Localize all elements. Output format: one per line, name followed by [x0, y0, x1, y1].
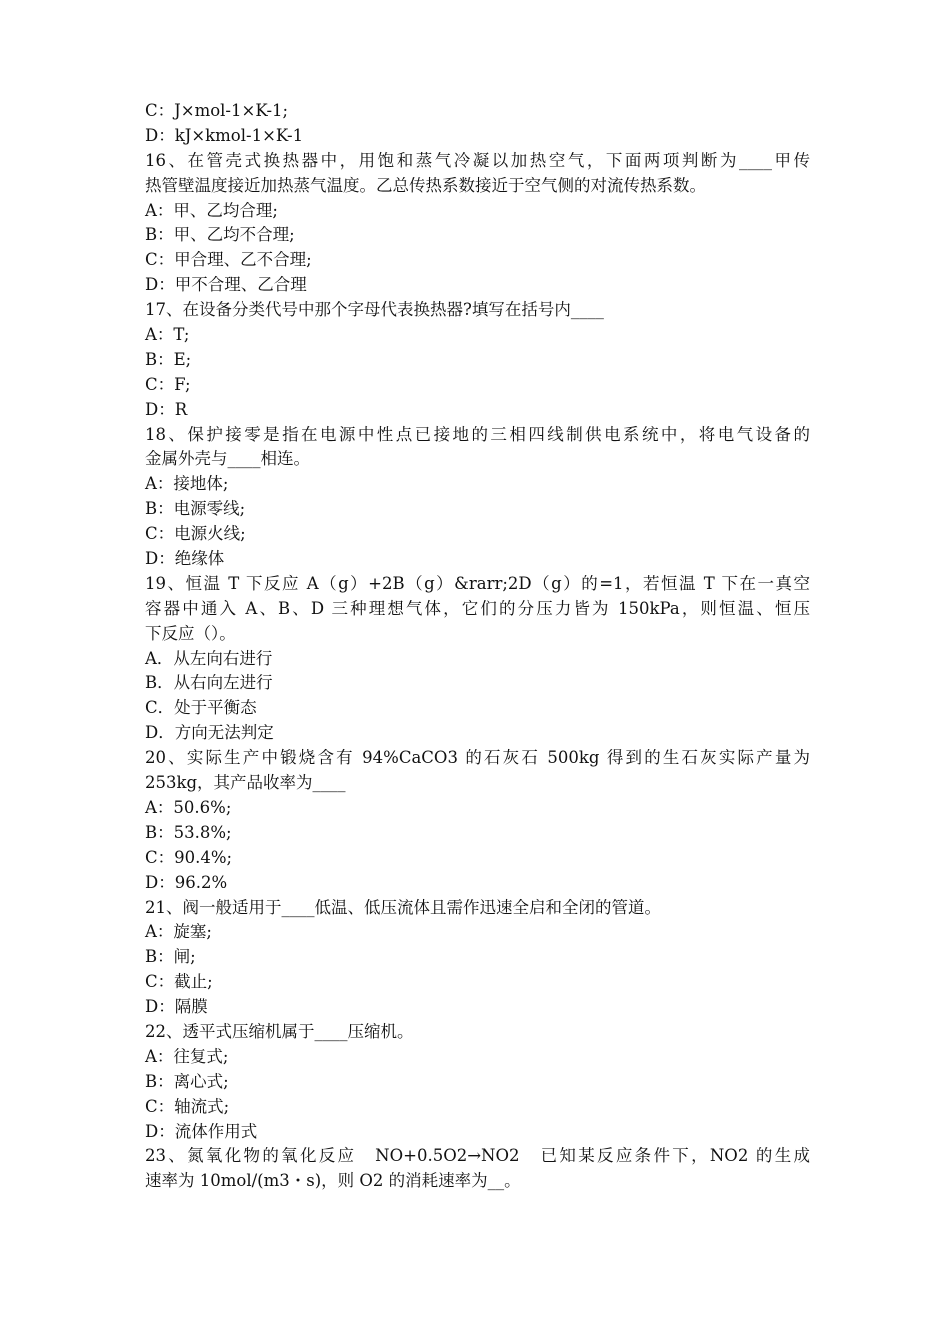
text-line: 下反应（）。	[145, 623, 236, 643]
text-line: D：流体作用式	[145, 1121, 258, 1141]
text-line: 22、透平式压缩机属于____压缩机。	[145, 1021, 414, 1041]
text-line: B：电源零线;	[145, 499, 246, 519]
text-line: D：96.2%	[145, 872, 228, 892]
text-line: 21、阀一般适用于____低温、低压流体且需作迅速全启和全闭的管道。	[145, 897, 661, 917]
text-line: 速率为 10mol/(m3・s)，则 O2 的消耗速率为__。	[145, 1171, 521, 1191]
text-line: A：甲、乙均合理;	[145, 200, 278, 220]
text-line: D：R	[145, 399, 188, 419]
text-line: A：50.6%;	[145, 797, 232, 817]
text-line: C：轴流式;	[145, 1096, 230, 1116]
text-line: 20、实际生产中锻烧含有 94%CaCO3 的石灰石 500kg 得到的生石灰实际产量为	[145, 748, 810, 768]
text-line: C：电源火线;	[145, 524, 246, 544]
text-line: 容器中通入 A、B、D 三种理想气体，它们的分压力皆为 150kPa，则恒温、恒压	[145, 598, 810, 618]
text-line: C．处于平衡态	[145, 698, 257, 718]
text-line: B：闸;	[145, 947, 196, 967]
text-line: D：隔膜	[145, 997, 208, 1017]
text-line: 253kg，其产品收率为____	[145, 773, 346, 793]
document-page	[145, 99, 810, 1194]
text-line: D：kJ×kmol-1×K-1	[145, 125, 304, 145]
text-line: A：接地体;	[145, 474, 229, 494]
text-line: 热管壁温度接近加热蒸气温度。乙总传热系数接近于空气侧的对流传热系数。	[145, 175, 706, 195]
text-line: 17、在设备分类代号中那个字母代表换热器?填写在括号内____	[145, 300, 604, 320]
text-line: D．方向无法判定	[145, 723, 274, 743]
text-line: C：J×mol-1×K-1;	[145, 101, 289, 120]
text-line: C：截止;	[145, 972, 213, 992]
text-line: 16、在管壳式换热器中，用饱和蒸气冷凝以加热空气，下面两项判断为____甲传	[145, 150, 810, 170]
text-line: 金属外壳与____相连。	[145, 449, 310, 469]
text-line: B：53.8%;	[145, 822, 232, 842]
text-line: B：甲、乙均不合理;	[145, 225, 295, 245]
text-line: A：T;	[145, 325, 190, 345]
text-line: 19、恒温 T 下反应 A（g）+2B（g）&rarr;2D（g）的=1，若恒温 T 下在一真空	[145, 573, 810, 593]
text-line: C：F;	[145, 374, 191, 394]
text-line: 23、氮氧化物的氧化反应 NO+0.5O2→NO2 已知某反应条件下，NO2 的生成	[145, 1146, 810, 1166]
text-line: B：离心式;	[145, 1071, 229, 1091]
text-line: 18、保护接零是指在电源中性点已接地的三相四线制供电系统中，将电气设备的	[145, 424, 810, 444]
text-line: B．从右向左进行	[145, 673, 273, 693]
text-line: A：往复式;	[145, 1046, 229, 1066]
text-line: C：甲合理、乙不合理;	[145, 250, 312, 270]
text-line: D：绝缘体	[145, 549, 225, 569]
text-line: D：甲不合理、乙合理	[145, 275, 307, 295]
text-line: A．从左向右进行	[145, 648, 273, 668]
text-line: C：90.4%;	[145, 847, 233, 867]
text-line: A：旋塞;	[145, 922, 212, 942]
text-line: B：E;	[145, 349, 192, 369]
